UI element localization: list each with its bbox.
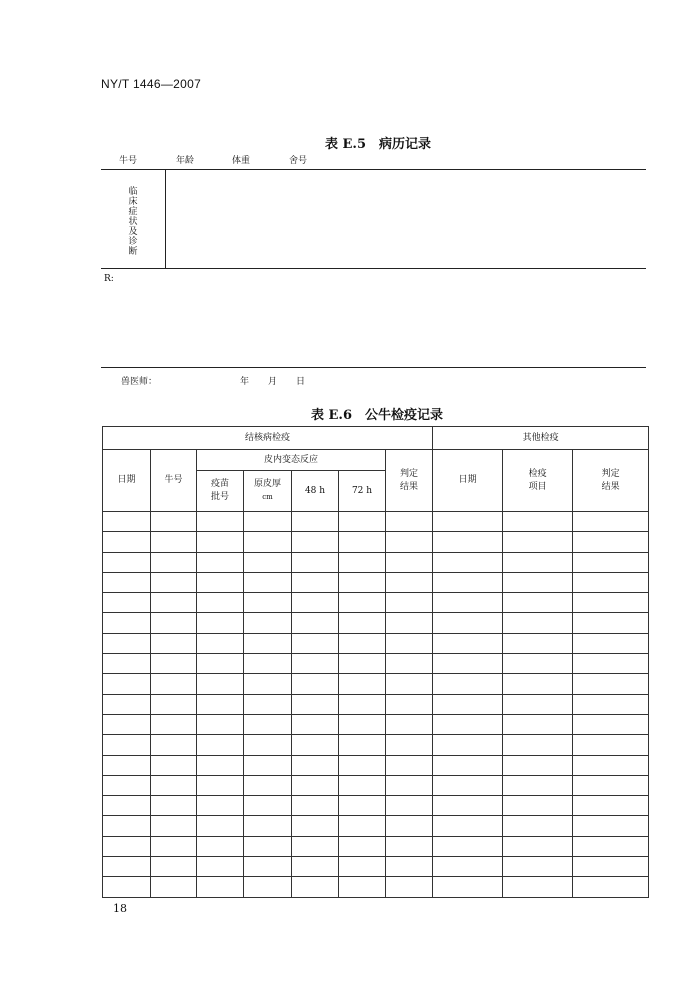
table-cell xyxy=(339,654,386,674)
e5-middle-rule xyxy=(101,268,646,269)
table-cell xyxy=(339,694,386,714)
standard-code: NY/T 1446—2007 xyxy=(101,77,202,91)
table-cell xyxy=(197,633,244,653)
table-cell xyxy=(433,836,503,856)
table-cell xyxy=(433,552,503,572)
table-cell xyxy=(573,775,649,795)
table-row xyxy=(103,572,649,592)
table-cell xyxy=(503,633,573,653)
table-cell xyxy=(573,694,649,714)
table-cell xyxy=(292,633,339,653)
table-cell xyxy=(433,593,503,613)
table-cell xyxy=(292,532,339,552)
table-cell xyxy=(573,512,649,532)
table-cell xyxy=(292,593,339,613)
table-cell xyxy=(386,816,433,836)
table-cell xyxy=(292,512,339,532)
table-cell xyxy=(244,613,292,633)
table-cell xyxy=(339,512,386,532)
table-cell xyxy=(339,593,386,613)
table-cell xyxy=(151,532,197,552)
header-row-sub xyxy=(103,450,649,471)
table-cell xyxy=(103,836,151,856)
table-cell xyxy=(386,735,433,755)
table-cell xyxy=(197,857,244,877)
table-cell xyxy=(197,714,244,734)
table-cell xyxy=(197,613,244,633)
table-cell xyxy=(151,857,197,877)
table-row xyxy=(103,714,649,734)
table-cell xyxy=(339,796,386,816)
table-cell xyxy=(339,735,386,755)
table-cell xyxy=(292,572,339,592)
col-48h: 48 h xyxy=(292,471,339,512)
table-cell xyxy=(433,816,503,836)
table-cell xyxy=(503,674,573,694)
col-result-2: 判定结果 xyxy=(573,450,649,512)
table-row xyxy=(103,512,649,532)
table-cell xyxy=(433,714,503,734)
thickness-unit: cm xyxy=(262,493,273,501)
table-cell xyxy=(103,714,151,734)
table-cell xyxy=(197,816,244,836)
table-cell xyxy=(197,572,244,592)
table-cell xyxy=(573,633,649,653)
table-cell xyxy=(103,796,151,816)
table-cell xyxy=(386,512,433,532)
table-cell xyxy=(103,857,151,877)
table-cell xyxy=(573,532,649,552)
table-cell xyxy=(103,735,151,755)
table-cell xyxy=(197,735,244,755)
table-cell xyxy=(503,552,573,572)
table-cell xyxy=(386,593,433,613)
table-cell xyxy=(573,857,649,877)
table-cell xyxy=(244,512,292,532)
table-cell xyxy=(103,877,151,897)
table-cell xyxy=(292,796,339,816)
table-cell xyxy=(292,674,339,694)
table-cell xyxy=(244,735,292,755)
table-cell xyxy=(292,816,339,836)
table-cell xyxy=(573,755,649,775)
table-cell xyxy=(503,775,573,795)
field-weight: 体重 xyxy=(232,156,251,166)
field-barn-number: 舍号 xyxy=(289,156,308,166)
table-cell xyxy=(151,714,197,734)
table-cell xyxy=(103,532,151,552)
table-row xyxy=(103,816,649,836)
table-row xyxy=(103,654,649,674)
table-cell xyxy=(197,836,244,856)
table-cell xyxy=(433,775,503,795)
table-cell xyxy=(244,633,292,653)
table-cell xyxy=(151,694,197,714)
table-cell xyxy=(386,532,433,552)
table-cell xyxy=(244,877,292,897)
col-date: 日期 xyxy=(103,450,151,512)
table-cell xyxy=(151,674,197,694)
table-cell xyxy=(244,755,292,775)
table-row xyxy=(103,613,649,633)
table-cell xyxy=(386,775,433,795)
table-cell xyxy=(503,654,573,674)
table-cell xyxy=(339,816,386,836)
table-cell xyxy=(292,755,339,775)
table-cell xyxy=(103,633,151,653)
table-cell xyxy=(573,572,649,592)
table-cell xyxy=(197,532,244,552)
table-cell xyxy=(151,816,197,836)
bull-quarantine-table xyxy=(102,426,649,898)
table-cell xyxy=(573,836,649,856)
table-cell xyxy=(386,755,433,775)
table-cell xyxy=(386,552,433,572)
other-group-header: 其他检疫 xyxy=(433,427,649,450)
table-cell xyxy=(197,775,244,795)
prescription-label: R: xyxy=(104,274,114,284)
header-row-groups xyxy=(103,427,649,450)
table-cell xyxy=(386,613,433,633)
table-cell xyxy=(292,714,339,734)
table-row xyxy=(103,877,649,897)
table-cell xyxy=(197,552,244,572)
table-cell xyxy=(197,755,244,775)
table-cell xyxy=(244,654,292,674)
table-cell xyxy=(151,613,197,633)
table-cell xyxy=(292,654,339,674)
table-cell xyxy=(433,694,503,714)
table-cell xyxy=(433,654,503,674)
table-e6-title: 表 E.6 公牛检疫记录 xyxy=(311,408,444,423)
table-cell xyxy=(244,857,292,877)
e5-top-rule xyxy=(101,169,646,170)
table-cell xyxy=(197,512,244,532)
table-cell xyxy=(151,654,197,674)
table-cell xyxy=(433,674,503,694)
table-cell xyxy=(503,836,573,856)
table-cell xyxy=(503,877,573,897)
month-label: 月 xyxy=(268,377,278,387)
col-date-2: 日期 xyxy=(433,450,503,512)
table-cell xyxy=(103,694,151,714)
table-cell xyxy=(103,593,151,613)
table-cell xyxy=(244,593,292,613)
table-cell xyxy=(197,877,244,897)
table-cell xyxy=(339,572,386,592)
table-row xyxy=(103,633,649,653)
table-cell xyxy=(103,552,151,572)
table-cell xyxy=(292,735,339,755)
col-bull-number: 牛号 xyxy=(151,450,197,512)
table-cell xyxy=(103,613,151,633)
col-vaccine-batch: 疫苗批号 xyxy=(197,471,244,512)
table-cell xyxy=(339,674,386,694)
table-cell xyxy=(292,552,339,572)
clinical-diagnosis-label: 临床症状及诊断 xyxy=(128,187,138,257)
table-cell xyxy=(292,775,339,795)
table-row xyxy=(103,836,649,856)
table-cell xyxy=(503,714,573,734)
table-cell xyxy=(386,857,433,877)
table-cell xyxy=(339,755,386,775)
table-e5-title: 表 E.5 病历记录 xyxy=(325,137,432,152)
table-cell xyxy=(386,633,433,653)
table-cell xyxy=(339,613,386,633)
table-cell xyxy=(244,674,292,694)
table-cell xyxy=(197,796,244,816)
table-cell xyxy=(386,714,433,734)
table-cell xyxy=(339,532,386,552)
table-cell xyxy=(151,512,197,532)
table-row xyxy=(103,593,649,613)
table-row xyxy=(103,552,649,572)
table-cell xyxy=(244,572,292,592)
table-cell xyxy=(244,775,292,795)
table-cell xyxy=(573,796,649,816)
table-row xyxy=(103,775,649,795)
page-number: 18 xyxy=(113,902,127,915)
e5-bottom-rule xyxy=(101,367,646,368)
table-cell xyxy=(292,694,339,714)
table-cell xyxy=(339,877,386,897)
table-cell xyxy=(292,857,339,877)
table-cell xyxy=(503,857,573,877)
table-cell xyxy=(244,532,292,552)
skin-reaction-header: 皮内变态反应 xyxy=(197,450,386,471)
table-cell xyxy=(386,674,433,694)
table-cell xyxy=(433,755,503,775)
table-cell xyxy=(573,674,649,694)
table-cell xyxy=(433,796,503,816)
table-cell xyxy=(103,816,151,836)
table-cell xyxy=(433,877,503,897)
col-item: 检疫项目 xyxy=(503,450,573,512)
table-cell xyxy=(339,714,386,734)
table-cell xyxy=(244,816,292,836)
table-cell xyxy=(151,775,197,795)
table-cell xyxy=(503,593,573,613)
table-cell xyxy=(386,572,433,592)
table-cell xyxy=(386,796,433,816)
table-cell xyxy=(573,714,649,734)
table-cell xyxy=(386,836,433,856)
table-cell xyxy=(339,775,386,795)
table-cell xyxy=(151,572,197,592)
table-cell xyxy=(573,816,649,836)
table-cell xyxy=(197,694,244,714)
table-row xyxy=(103,857,649,877)
day-label: 日 xyxy=(296,377,306,387)
table-cell xyxy=(573,654,649,674)
table-row xyxy=(103,694,649,714)
table-cell xyxy=(433,735,503,755)
table-row xyxy=(103,532,649,552)
table-cell xyxy=(151,836,197,856)
table-cell xyxy=(433,857,503,877)
table-cell xyxy=(433,572,503,592)
table-cell xyxy=(503,755,573,775)
table-cell xyxy=(151,796,197,816)
table-cell xyxy=(103,775,151,795)
table-row xyxy=(103,755,649,775)
table-row xyxy=(103,674,649,694)
table-cell xyxy=(386,694,433,714)
table-cell xyxy=(151,593,197,613)
table-cell xyxy=(339,836,386,856)
table-cell xyxy=(151,755,197,775)
table-cell xyxy=(503,816,573,836)
table-cell xyxy=(244,796,292,816)
table-cell xyxy=(503,512,573,532)
table-cell xyxy=(503,572,573,592)
table-cell xyxy=(103,674,151,694)
e5-side-divider xyxy=(165,169,166,269)
table-cell xyxy=(503,613,573,633)
table-cell xyxy=(103,755,151,775)
table-cell xyxy=(433,512,503,532)
table-cell xyxy=(503,796,573,816)
table-cell xyxy=(151,552,197,572)
table-cell xyxy=(573,552,649,572)
table-cell xyxy=(197,593,244,613)
table-cell xyxy=(244,552,292,572)
table-cell xyxy=(386,654,433,674)
table-cell xyxy=(292,613,339,633)
table-cell xyxy=(503,735,573,755)
table-cell xyxy=(503,532,573,552)
field-age: 年龄 xyxy=(176,156,195,166)
col-result: 判定结果 xyxy=(386,450,433,512)
year-label: 年 xyxy=(240,377,250,387)
table-cell xyxy=(103,572,151,592)
table-cell xyxy=(103,512,151,532)
table-cell xyxy=(244,836,292,856)
table-cell xyxy=(244,694,292,714)
table-cell xyxy=(433,633,503,653)
table-cell xyxy=(292,836,339,856)
field-bull-number: 牛号 xyxy=(119,156,138,166)
table-row xyxy=(103,796,649,816)
table-cell xyxy=(151,877,197,897)
table-cell xyxy=(103,654,151,674)
col-72h: 72 h xyxy=(339,471,386,512)
table-cell xyxy=(339,857,386,877)
table-cell xyxy=(151,633,197,653)
tb-group-header: 结核病检疫 xyxy=(103,427,433,450)
table-cell xyxy=(433,613,503,633)
table-cell xyxy=(503,694,573,714)
vet-signature-label: 兽医师： xyxy=(121,377,158,387)
table-cell xyxy=(197,674,244,694)
table-row xyxy=(103,735,649,755)
table-cell xyxy=(197,654,244,674)
table-cell xyxy=(339,633,386,653)
table-cell xyxy=(339,552,386,572)
table-cell xyxy=(573,877,649,897)
table-cell xyxy=(244,714,292,734)
table-cell xyxy=(573,613,649,633)
table-cell xyxy=(151,735,197,755)
col-skin-thickness: 原皮厚 cm xyxy=(244,471,292,512)
table-cell xyxy=(573,593,649,613)
table-cell xyxy=(292,877,339,897)
table-cell xyxy=(433,532,503,552)
table-cell xyxy=(573,735,649,755)
table-cell xyxy=(386,877,433,897)
